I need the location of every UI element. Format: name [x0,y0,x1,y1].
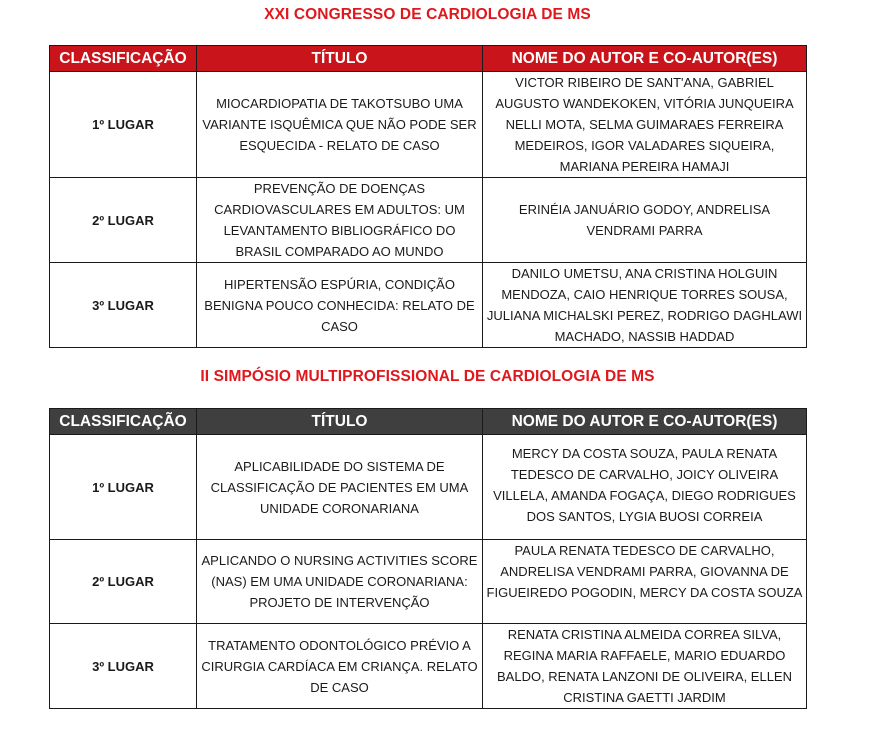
authors-cell: RENATA CRISTINA ALMEIDA CORREA SILVA, REGINA MARIA RAFFAELE, MARIO EDUARDO BALDO, RENATA LANZONI DE OLIVEIRA, ELLEN CRISTINA GAETTI JARDIM [483,624,807,709]
symposium-awards-table [49,408,807,709]
table-row [50,435,807,540]
authors-cell: MERCY DA COSTA SOUZA, PAULA RENATA TEDESCO DE CARVALHO, JOICY OLIVEIRA VILLELA, AMANDA FOGAÇA, DIEGO RODRIGUES DOS SANTOS, LYGIA BUOSI CORREIA [483,435,807,540]
authors-cell: PAULA RENATA TEDESCO DE CARVALHO, ANDRELISA VENDRAMI PARRA, GIOVANNA DE FIGUEIREDO POGODIN, MERCY DA COSTA SOUZA [483,540,807,624]
congress-awards-table [49,45,807,348]
header-classification: CLASSIFICAÇÃO [50,46,197,72]
header-title: TÍTULO [197,46,483,72]
table-row [50,263,807,348]
table-row [50,540,807,624]
table-header-row [50,409,807,435]
place-cell: 2º LUGAR [50,540,197,624]
symposium-heading: II SIMPÓSIO MULTIPROFISSIONAL DE CARDIOLOGIA DE MS [200,368,655,385]
title-cell: HIPERTENSÃO ESPÚRIA, CONDIÇÃO BENIGNA POUCO CONHECIDA: RELATO DE CASO [197,263,483,348]
table-row [50,72,807,178]
title-cell: PREVENÇÃO DE DOENÇAS CARDIOVASCULARES EM ADULTOS: UM LEVANTAMENTO BIBLIOGRÁFICO DO BRASIL COMPARADO AO MUNDO [197,178,483,263]
place-cell: 3º LUGAR [50,624,197,709]
table-row [50,178,807,263]
title-cell: TRATAMENTO ODONTOLÓGICO PRÉVIO A CIRURGIA CARDÍACA EM CRIANÇA. RELATO DE CASO [197,624,483,709]
place-cell: 2º LUGAR [50,178,197,263]
header-authors: NOME DO AUTOR E CO-AUTOR(ES) [483,409,807,435]
place-cell: 3º LUGAR [50,263,197,348]
header-classification: CLASSIFICAÇÃO [50,409,197,435]
header-authors: NOME DO AUTOR E CO-AUTOR(ES) [483,46,807,72]
title-cell: APLICABILIDADE DO SISTEMA DE CLASSIFICAÇÃO DE PACIENTES EM UMA UNIDADE CORONARIANA [197,435,483,540]
title-cell: APLICANDO O NURSING ACTIVITIES SCORE (NAS) EM UMA UNIDADE CORONARIANA: PROJETO DE INTERVENÇÃO [197,540,483,624]
table-row [50,624,807,709]
place-cell: 1º LUGAR [50,435,197,540]
congress-heading: XXI CONGRESSO DE CARDIOLOGIA DE MS [264,6,591,23]
authors-cell: VICTOR RIBEIRO DE SANT'ANA, GABRIEL AUGUSTO WANDEKOKEN, VITÓRIA JUNQUEIRA NELLI MOTA, SELMA GUIMARAES FERREIRA MEDEIROS, IGOR VALADARES SIQUEIRA, MARIANA PEREIRA HAMAJI [483,72,807,178]
authors-cell: ERINÉIA JANUÁRIO GODOY, ANDRELISA VENDRAMI PARRA [483,178,807,263]
title-cell: MIOCARDIOPATIA DE TAKOTSUBO UMA VARIANTE ISQUÊMICA QUE NÃO PODE SER ESQUECIDA - RELATO DE CASO [197,72,483,178]
authors-cell: DANILO UMETSU, ANA CRISTINA HOLGUIN MENDOZA, CAIO HENRIQUE TORRES SOUSA, JULIANA MICHALSKI PEREZ, RODRIGO DAGHLAWI MACHADO, NASSIB HADDAD [483,263,807,348]
table-header-row [50,46,807,72]
place-cell: 1º LUGAR [50,72,197,178]
header-title: TÍTULO [197,409,483,435]
